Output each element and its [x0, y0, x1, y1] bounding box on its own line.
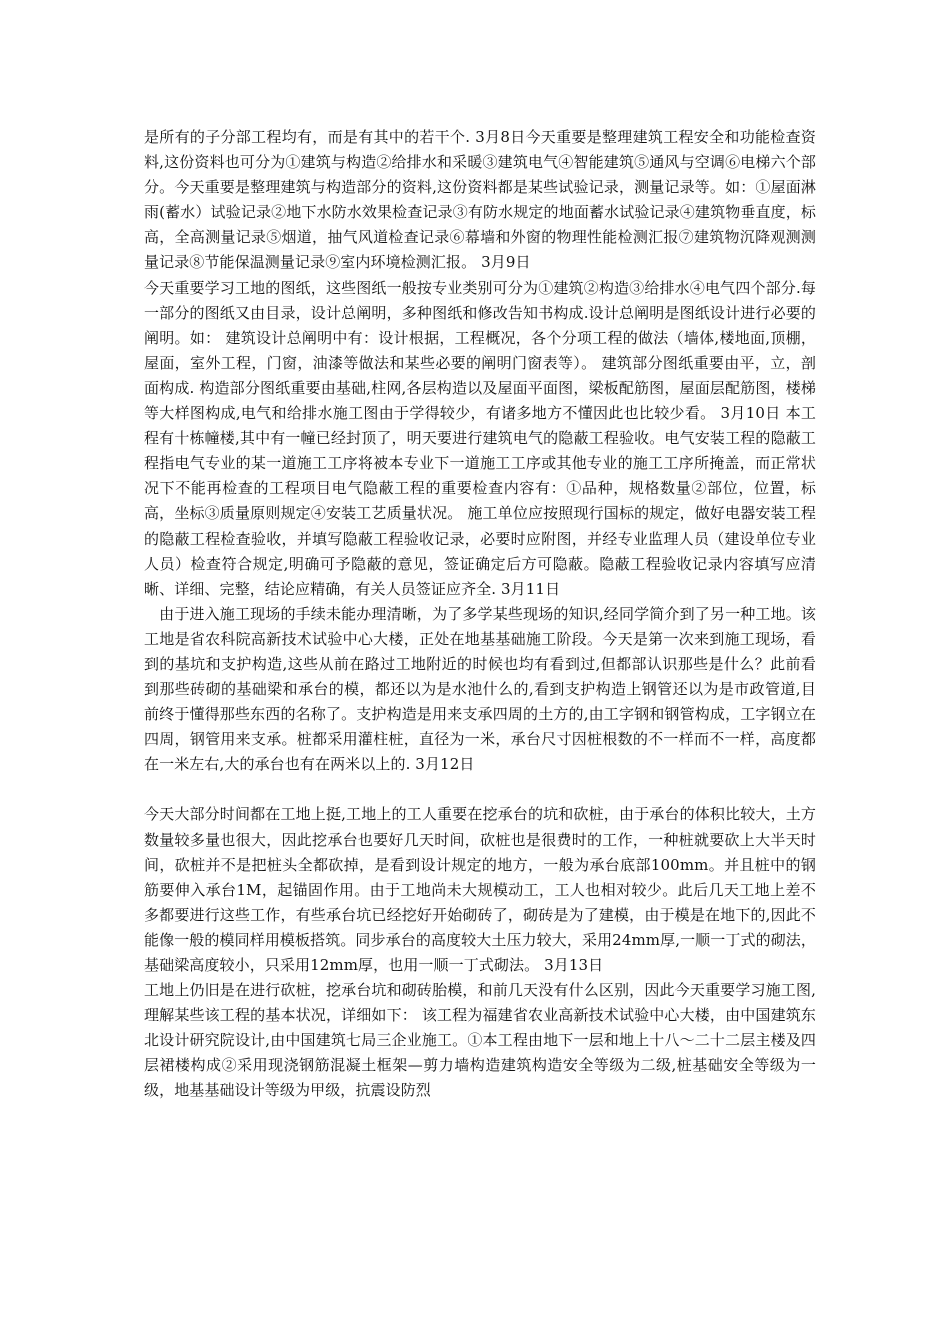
paragraph-march-12: 今天大部分时间都在工地上挺,工地上的工人重要在挖承台的坑和砍桩，由于承台的体积比较大，土方数量较多量也很大，因此挖承台也要好几天时间，砍桩也是很费时的工作，一种桩就要砍上大半天时间，砍桩并不是把桩头全都砍掉，是看到设计规定的地方，一般为承台底部100mm。并且桩中的钢筋要伸入承台1M，起锚固作用。由于工地尚未大规模动工，工人也相对较少。此后几天工地上差不多都要进行这些工作，有些承台坑已经挖好开始砌砖了，砌砖是为了建模，由于模是在地下的,因此不能像一般的模同样用模板搭筑。同步承台的高度较大土压力较大，采用24mm厚,一顺一丁式的砌法，基础梁高度较小，只采用12mm厚，也用一顺一丁式砌法。 3月13日	[144, 805, 816, 974]
paragraph-march-13: 工地上仍旧是在进行砍桩，挖承台坑和砌砖胎模，和前几天没有什么区别，因此今天重要学习施工图,理解某些该工程的基本状况，详细如下： 该工程为福建省农业高新技术试验中心大楼，由中国建筑东北设计研究院设计,由中国建筑七局三企业施工。①本工程由地下一层和地上十八～二十二层主楼及四层裙楼构成②采用现浇钢筋混凝土框架—剪力墙构造建筑构造安全等级为二级,桩基础安全等级为一级，地基基础设计等级为甲级，抗震设防烈	[144, 981, 816, 1100]
document-body	[144, 125, 816, 1104]
paragraph-march-8: 是所有的子分部工程均有，而是有其中的若干个. 3月8日今天重要是整理建筑工程安全和功能检查资料,这份资料也可分为①建筑与构造②给排水和采暖③建筑电气④智能建筑⑤通风与空调⑥电梯六个部分。今天重要是整理建筑与构造部分的资料,这份资料都是某些试验记录，测量记录等。如：①屋面淋雨(蓄水）试验记录②地下水防水效果检查记录③有防水规定的地面蓄水试验记录④建筑物垂直度，标高，全高测量记录⑤烟道，抽气风道检查记录⑥幕墙和外窗的物理性能检测汇报⑦建筑物沉降观测测量记录⑧节能保温测量记录⑨室内环境检测汇报。 3月9日	[144, 128, 816, 272]
paragraph-march-9-10: 今天重要学习工地的图纸，这些图纸一般按专业类别可分为①建筑②构造③给排水④电气四个部分.每一部分的图纸又由目录，设计总阐明，多种图纸和修改告知书构成.设计总阐明是图纸设计进行必要的阐明。如： 建筑设计总阐明中有：设计根据，工程概况，各个分项工程的做法（墙体,楼地面,顶棚，屋面，室外工程，门窗，油漆等做法和某些必要的阐明门窗表等）。 建筑部分图纸重要由平，立，剖面构成. 构造部分图纸重要由基础,柱网,各层构造以及屋面平面图，梁板配筋图，屋面层配筋图，楼梯等大样图构成,电气和给排水施工图由于学得较少，有诸多地方不懂因此也比较少看。 3月10日 本工程有十栋幢楼,其中有一幢已经封顶了，明天要进行建筑电气的隐蔽工程验收。电气安装工程的隐蔽工程指电气专业的某一道施工工序将被本专业下一道施工工序或其他专业的施工工序所掩盖，而正常状况下不能再检查的工程项目电气隐蔽工程的重要检查内容有：①品种，规格数量②部位，位置，标高，坐标③质量原则规定④安装工艺质量状况。 施工单位应按照现行国标的规定，做好电器安装工程的隐蔽工程检查验收，并填写隐蔽工程验收记录，必要时应附图，并经专业监理人员（建设单位专业人员）检查符合规定,明确可予隐蔽的意见，签证确定后方可隐蔽。隐蔽工程验收记录内容填写应清晰、详细、完整，结论应精确，有关人员签证应齐全. 3月11日	[144, 278, 816, 598]
paragraph-march-11: 由于进入施工现场的手续未能办理清晰，为了多学某些现场的知识,经同学简介到了另一种工地。该工地是省农科院高新技术试验中心大楼，正处在地基基础施工阶段。今天是第一次来到施工现场，看到的基坑和支护构造,这些从前在路过工地附近的时候也均有看到过,但都部认识那些是什么？此前看到那些砖砌的基础梁和承台的模，都还以为是水池什么的,看到支护构造上钢管还以为是市政管道,目前终于懂得那些东西的名称了。支护构造是用来支承四周的土方的,由工字钢和钢管构成，工字钢立在四周，钢管用来支承。桩都采用灌柱桩，直径为一米，承台尺寸因桩根数的不一样而不一样，高度都在一米左右,大的承台也有在两米以上的. 3月12日	[144, 604, 816, 774]
